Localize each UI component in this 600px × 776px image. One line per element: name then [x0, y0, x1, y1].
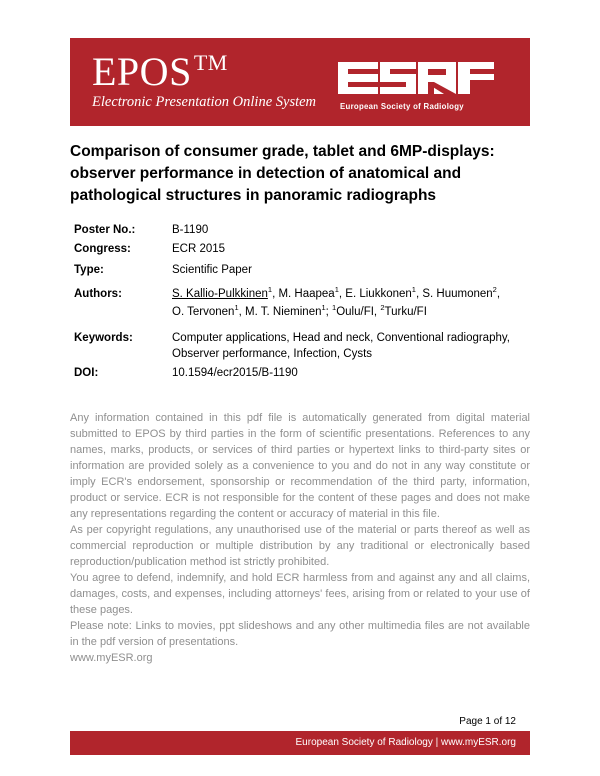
document-title: Comparison of consumer grade, tablet and 6MP-displays: observer performance in detection of anatomical and pathological structures in panoramic radiographs	[70, 143, 495, 204]
keywords-value: Computer applications, Head and neck, Conventional radiography, Observer performance, Infection, Cysts	[172, 332, 510, 360]
poster-number-value: B-1190	[172, 224, 209, 236]
type-row	[74, 264, 534, 285]
footer-bar	[70, 731, 530, 755]
authors-value: S. Kallio-Pulkkinen$^1$, M. Haapea$^1$, E. Liukkonen$^1$, S. Huumonen$^2$, O. Tervonen$^1$, M. T. Nieminen$^1$; $^1$Oulu/FI, $^2$Turku/FI	[172, 285, 501, 318]
author-link[interactable]: S. Kallio-Pulkkinen	[172, 288, 268, 300]
footer-text: European Society of Radiology | www.myESR.org	[295, 737, 516, 748]
metadata-table	[74, 224, 534, 385]
congress-row	[74, 243, 534, 264]
congress-value: ECR 2015	[172, 243, 226, 255]
keywords-label: Keywords:	[74, 332, 133, 344]
page-number: Page 1 of 12	[459, 716, 516, 727]
website-link[interactable]: www.myESR.org	[70, 652, 153, 664]
keywords-row	[74, 330, 534, 367]
poster-number-row	[74, 224, 534, 243]
type-value: Scientific Paper	[172, 264, 252, 276]
disclaimer-text	[70, 410, 530, 666]
epos-banner	[70, 38, 530, 126]
esr-logo-icon	[338, 60, 496, 96]
epos-subtitle: Electronic Presentation Online System	[92, 94, 317, 110]
esr-subtitle: European Society of Radiology	[340, 102, 464, 111]
indemnity-paragraph: You agree to defend, indemnify, and hold ECR harmless from and against any and all claims, damages, costs, and expenses, including attorneys' fees, arising from or related to your use of these pages.	[70, 572, 530, 616]
poster-number-label: Poster No.:	[74, 224, 136, 236]
epos-logo: EPOS™	[92, 49, 228, 94]
authors-row	[74, 285, 534, 330]
authors-label: Authors:	[74, 288, 122, 300]
doi-label: DOI:	[74, 367, 99, 379]
doi-value: 10.1594/ecr2015/B-1190	[172, 367, 298, 379]
congress-label: Congress:	[74, 243, 131, 255]
disclaimer-paragraph: Any information contained in this pdf file is automatically generated from digital material submitted to EPOS by third parties in the form of scientific presentations. References to any names, marks, products, or services of third parties or hypertext links to third-party sites or information are provided solely as a convenience to you and do not in any way constitute or imply ECR's endorsement, sponsorship or recommendation of the third party, information, product or service. ECR is not responsible for the content of these pages and does not make any representations regarding the content or accuracy of material in this file.	[70, 412, 530, 520]
copyright-paragraph: As per copyright regulations, any unauthorised use of the material or parts thereof as well as commercial reproduction or multiple distribution by any traditional or electronically based reproduction/publication method ist strictly prohibited.	[70, 524, 530, 568]
type-label: Type:	[74, 264, 104, 276]
doi-row	[74, 367, 534, 385]
multimedia-note: Please note: Links to movies, ppt slideshows and any other multimedia files are not available in the pdf version of presentations.	[70, 620, 530, 648]
